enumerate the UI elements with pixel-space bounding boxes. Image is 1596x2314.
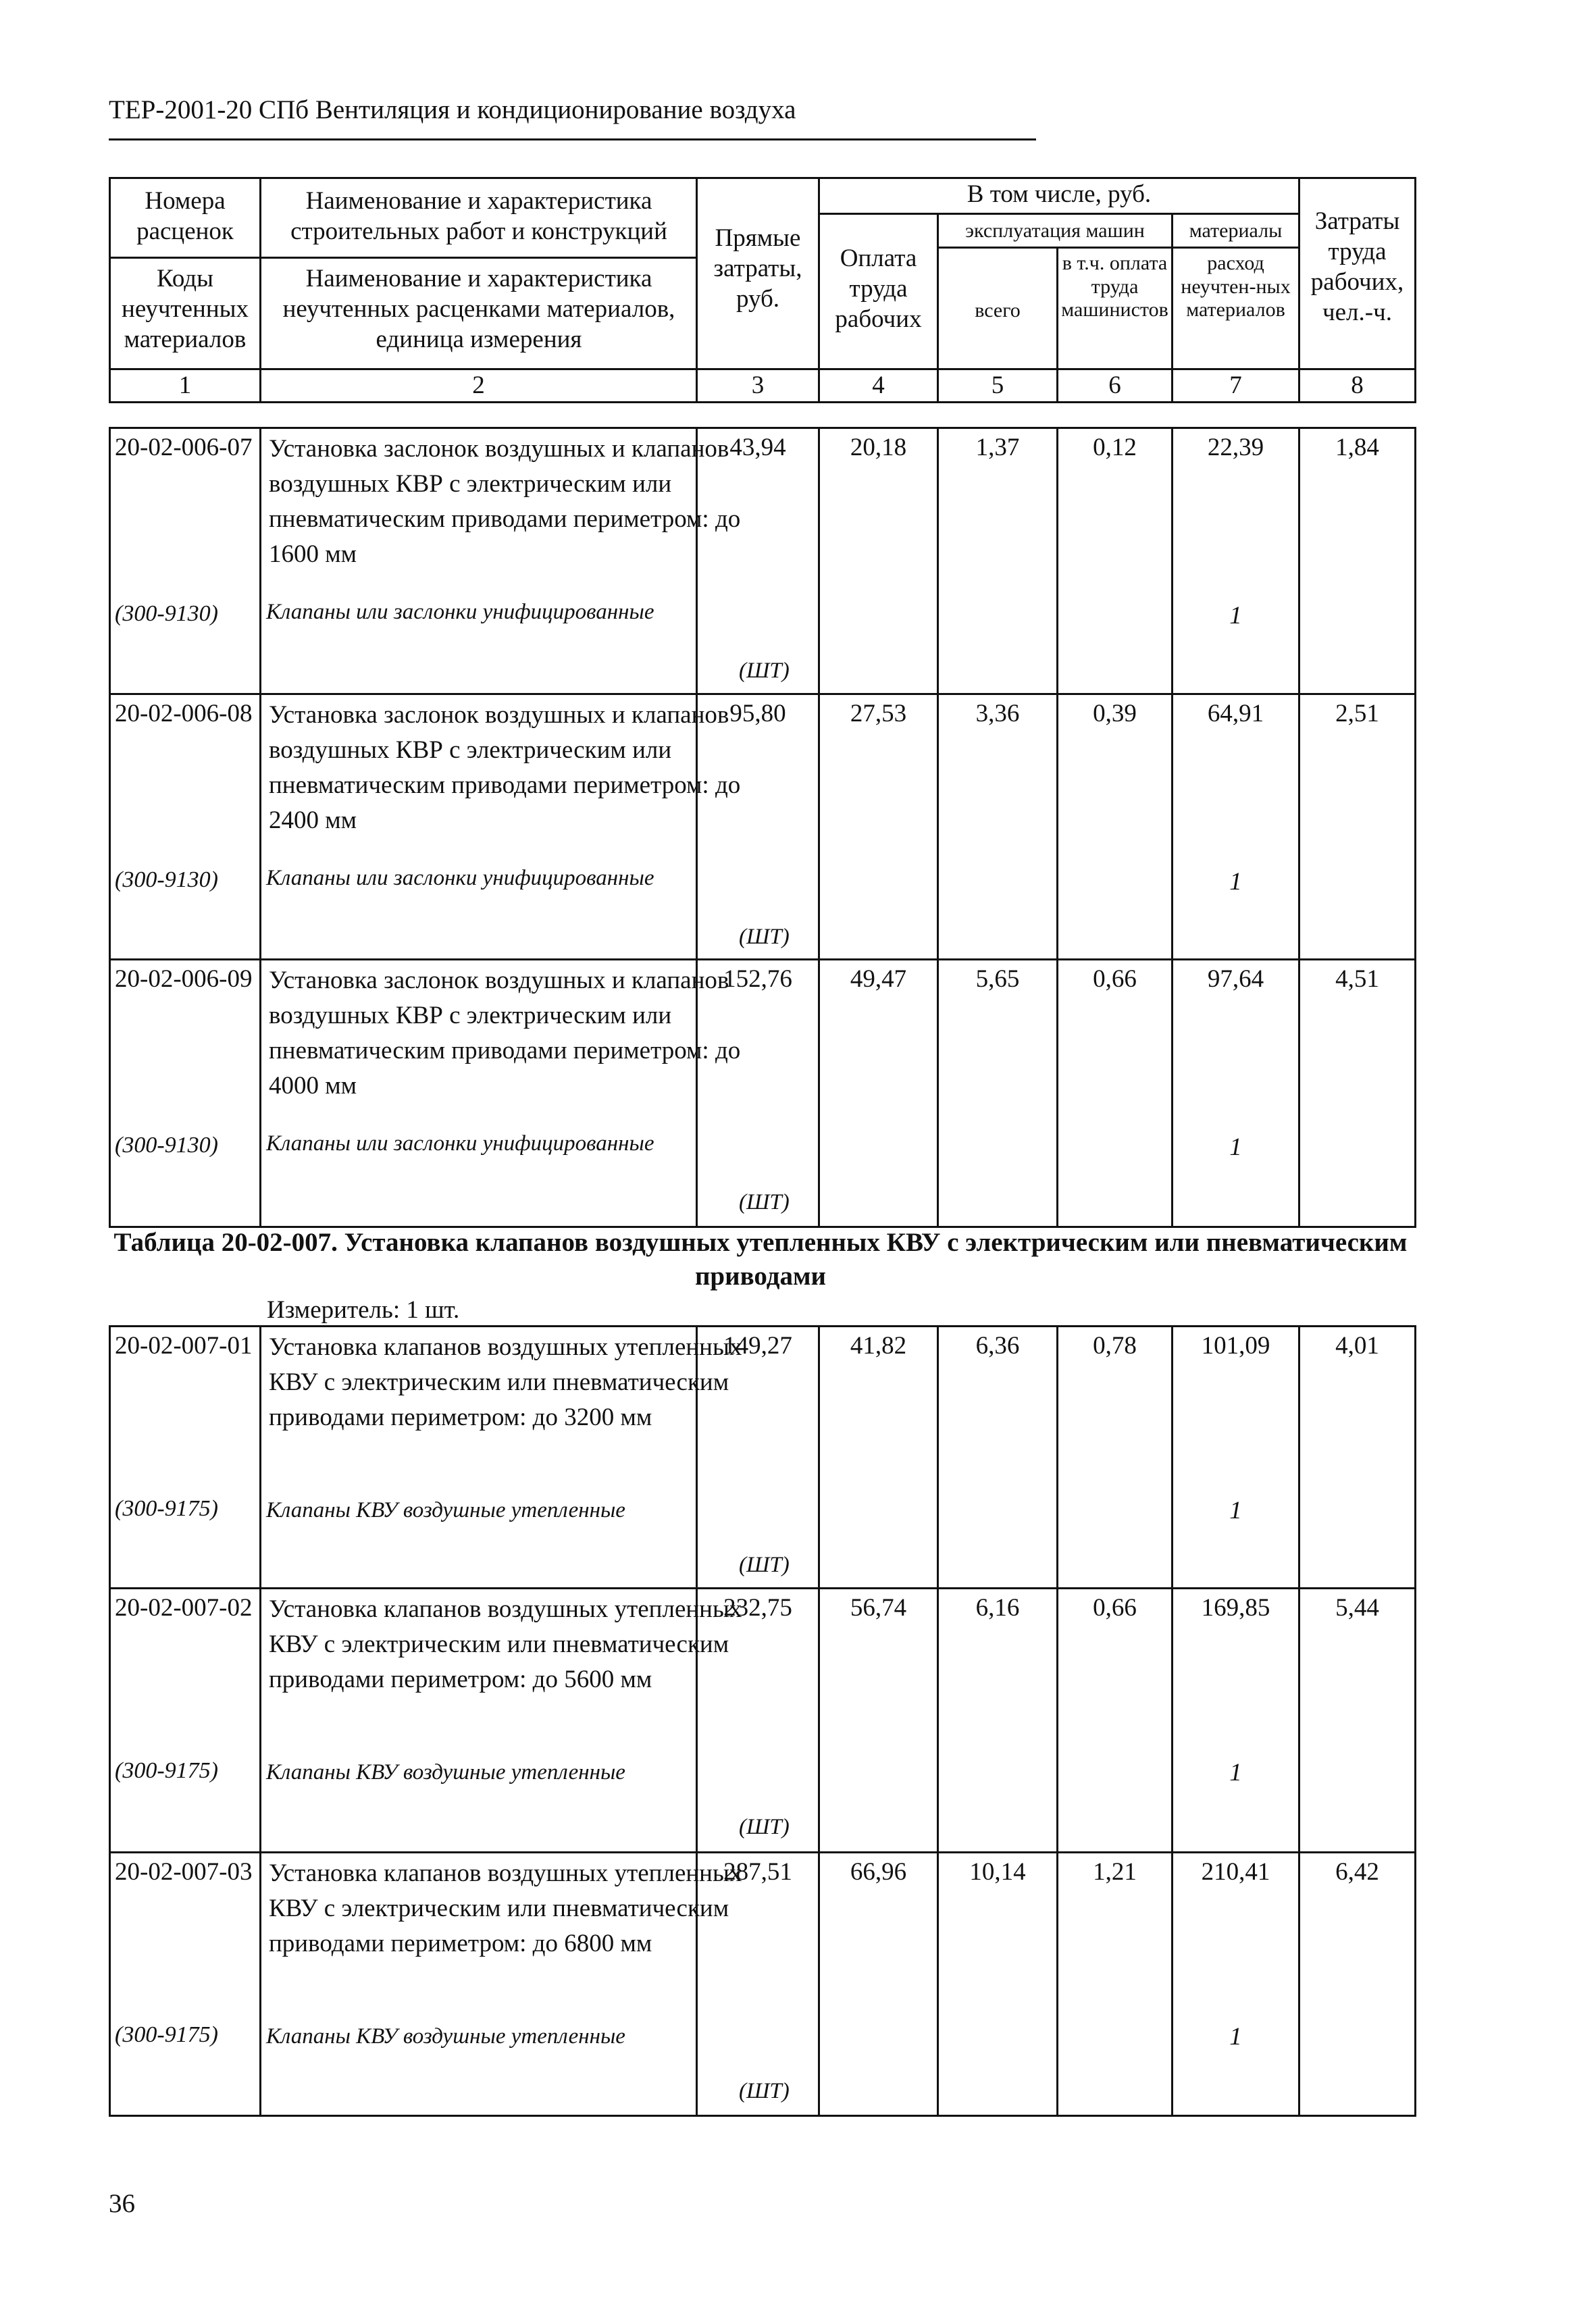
- col7-label: расход неучтен-ных материалов: [1181, 252, 1291, 321]
- labor-hours: 2,51: [1335, 700, 1379, 727]
- table-row: [111, 1327, 1414, 1587]
- group-label: В том числе, руб.: [967, 180, 1152, 208]
- material-quantity: 1: [1229, 1497, 1242, 1524]
- direct-costs: 95,80: [729, 700, 786, 727]
- material-unit: (ШТ): [739, 1815, 790, 1839]
- machines-total: 5,65: [975, 965, 1020, 993]
- labor-hours: 4,01: [1335, 1332, 1379, 1360]
- work-description: Установка заслонок воздушных и клапанов воздушных КВР с электрическим или пневматическим приводами периметром: до 4000 мм: [269, 967, 741, 1100]
- machines-group-label: эксплуатация машин: [965, 220, 1145, 242]
- col3-label: Прямые затраты, руб.: [713, 224, 802, 313]
- page-number: 36: [109, 2189, 135, 2218]
- header-divider: [818, 213, 1298, 215]
- materials-cost: 22,39: [1207, 434, 1264, 461]
- machines-total: 6,36: [975, 1332, 1020, 1360]
- work-description: Установка клапанов воздушных утепленных КВУ с электрическим или пневматическим приводами периметром: до 6800 мм: [269, 1859, 742, 1957]
- labor-hours: 1,84: [1335, 434, 1379, 461]
- table-row: [111, 1853, 1414, 2113]
- direct-costs: 232,75: [723, 1594, 792, 1622]
- material-unit: (ШТ): [739, 1553, 790, 1577]
- labor-pay: 27,53: [850, 700, 907, 727]
- materials-group-label: материалы: [1189, 220, 1283, 242]
- material-quantity: 1: [1229, 1759, 1242, 1786]
- material-unit: (ШТ): [739, 659, 790, 683]
- machines-total: 3,36: [975, 700, 1020, 727]
- rate-code: 20-02-006-07: [115, 434, 253, 461]
- materials-cost: 210,41: [1201, 1858, 1270, 1886]
- labor-hours: 6,42: [1335, 1858, 1379, 1886]
- materials-cost: 169,85: [1201, 1594, 1270, 1622]
- table-007-body: [109, 1325, 1416, 2117]
- col2-top-label: Наименование и характеристика строительных работ и конструкций: [290, 187, 667, 246]
- col-number: 5: [991, 371, 1004, 399]
- table-row: [111, 960, 1414, 1224]
- col-number: 8: [1351, 371, 1364, 399]
- col-number: 3: [751, 371, 765, 399]
- table-caption-text: Таблица 20-02-007. Установка клапанов воздушных утепленных КВУ с электрическим или пневматическим приводами: [113, 1228, 1408, 1291]
- material-quantity: 1: [1229, 1133, 1242, 1161]
- col8-label: Затраты труда рабочих, чел.-ч.: [1310, 207, 1404, 327]
- machines-total: 6,16: [975, 1594, 1020, 1622]
- running-header-title: ТЕР-2001-20 СПб Вентиляция и кондиционирование воздуха: [109, 95, 796, 124]
- direct-costs: 149,27: [723, 1332, 792, 1360]
- material-name: Клапаны или заслонки унифицированные: [266, 600, 654, 624]
- materials-cost: 101,09: [1201, 1332, 1270, 1360]
- labor-pay: 66,96: [850, 1858, 907, 1886]
- work-description: Установка клапанов воздушных утепленных КВУ с электрическим или пневматическим приводами периметром: до 3200 мм: [269, 1333, 742, 1431]
- header-divider: [937, 247, 1298, 249]
- material-quantity: 1: [1229, 2023, 1242, 2051]
- material-unit: (ШТ): [739, 925, 790, 949]
- col4-label: Оплата труда рабочих: [835, 245, 922, 334]
- col-number: 6: [1108, 371, 1121, 399]
- header-divider: [111, 257, 259, 259]
- labor-pay: 20,18: [850, 434, 907, 461]
- col1-top-label: Номера расценок: [136, 187, 234, 246]
- material-code: (300-9130): [115, 1133, 218, 1158]
- direct-costs: 287,51: [723, 1858, 792, 1886]
- rate-code: 20-02-007-02: [115, 1594, 253, 1622]
- labor-hours: 5,44: [1335, 1594, 1379, 1622]
- machines-total: 10,14: [969, 1858, 1026, 1886]
- header-rule: [109, 138, 1036, 140]
- labor-pay: 49,47: [850, 965, 907, 993]
- work-description: Установка заслонок воздушных и клапанов воздушных КВР с электрическим или пневматическим приводами периметром: до 2400 мм: [269, 701, 741, 834]
- rate-code: 20-02-007-03: [115, 1858, 253, 1886]
- col-number: 4: [872, 371, 885, 399]
- direct-costs: 152,76: [723, 965, 792, 993]
- work-description: Установка заслонок воздушных и клапанов воздушных КВР с электрическим или пневматическим приводами периметром: до 1600 мм: [269, 435, 741, 568]
- rate-code: 20-02-006-08: [115, 700, 253, 727]
- rate-code: 20-02-006-09: [115, 965, 253, 993]
- material-quantity: 1: [1229, 868, 1242, 896]
- machinist-pay: 0,66: [1093, 965, 1137, 993]
- col2-bottom-label: Наименование и характеристика неучтенных расценками материалов, единица измерения: [282, 265, 675, 354]
- col-number: 2: [472, 371, 485, 399]
- col5-label: всего: [975, 299, 1021, 322]
- material-unit: (ШТ): [739, 1190, 790, 1214]
- table-column-header: [109, 177, 1416, 403]
- table-006-body: [109, 427, 1416, 1228]
- col1-bottom-label: Коды неучтенных материалов: [122, 265, 249, 354]
- machinist-pay: 0,39: [1093, 700, 1137, 727]
- material-name: Клапаны или заслонки унифицированные: [266, 1131, 654, 1156]
- material-name: Клапаны или заслонки унифицированные: [266, 866, 654, 890]
- material-code: (300-9175): [115, 2022, 218, 2047]
- work-description: Установка клапанов воздушных утепленных КВУ с электрическим или пневматическим приводами периметром: до 5600 мм: [269, 1595, 742, 1693]
- labor-pay: 56,74: [850, 1594, 907, 1622]
- material-unit: (ШТ): [739, 2079, 790, 2103]
- labor-hours: 4,51: [1335, 965, 1379, 993]
- col-number: 1: [178, 371, 192, 399]
- material-quantity: 1: [1229, 602, 1242, 629]
- material-name: Клапаны КВУ воздушные утепленные: [266, 1498, 625, 1522]
- direct-costs: 43,94: [729, 434, 786, 461]
- header-divider: [259, 257, 696, 259]
- machinist-pay: 0,66: [1093, 1594, 1137, 1622]
- machinist-pay: 1,21: [1093, 1858, 1137, 1886]
- table-row: [111, 429, 1414, 693]
- machinist-pay: 0,12: [1093, 434, 1137, 461]
- table-row: [111, 1589, 1414, 1851]
- table-meter: Измеритель: 1 шт.: [267, 1296, 460, 1324]
- materials-cost: 64,91: [1207, 700, 1264, 727]
- machines-total: 1,37: [975, 434, 1020, 461]
- material-code: (300-9130): [115, 601, 218, 626]
- material-name: Клапаны КВУ воздушные утепленные: [266, 2024, 625, 2049]
- rate-code: 20-02-007-01: [115, 1332, 253, 1360]
- table-row: [111, 695, 1414, 958]
- col-number: 7: [1229, 371, 1242, 399]
- material-name: Клапаны КВУ воздушные утепленные: [266, 1760, 625, 1784]
- material-code: (300-9175): [115, 1496, 218, 1521]
- machinist-pay: 0,78: [1093, 1332, 1137, 1360]
- materials-cost: 97,64: [1207, 965, 1264, 993]
- material-code: (300-9130): [115, 867, 218, 892]
- col6-label: в т.ч. оплата труда машинистов: [1061, 252, 1168, 321]
- material-code: (300-9175): [115, 1758, 218, 1783]
- labor-pay: 41,82: [850, 1332, 907, 1360]
